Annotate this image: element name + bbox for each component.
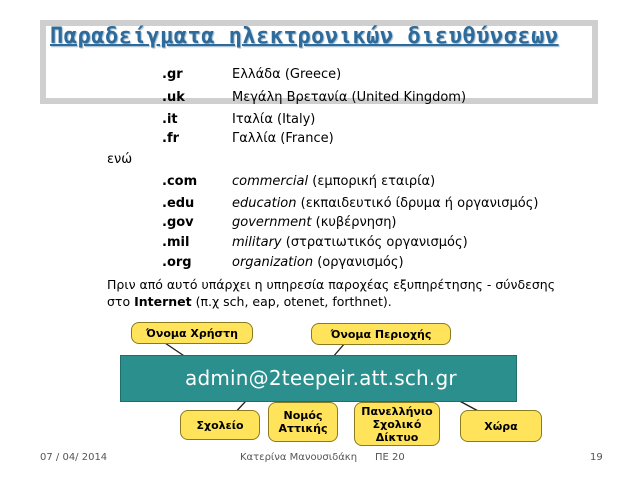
domain-desc: Ιταλία (Italy) bbox=[232, 112, 316, 127]
callout-domain: Όνομα Περιοχής bbox=[311, 323, 451, 345]
domain-desc-text: (εκπαιδευτικό ίδρυμα ή οργανισμός) bbox=[296, 196, 539, 211]
callout-country: Χώρα bbox=[460, 410, 542, 442]
domain-desc: Μεγάλη Βρετανία (United Kingdom) bbox=[232, 90, 467, 105]
callout-network: Πανελλήνιο Σχολικό Δίκτυο bbox=[354, 402, 440, 446]
domain-term: military bbox=[232, 235, 282, 250]
domain-code: .gr bbox=[162, 67, 183, 82]
note-text-1: Πριν από αυτό υπάρχει η υπηρεσία παροχέας εξυπηρέτησης - σύνδεσης στο bbox=[107, 277, 556, 309]
email-address: admin@2teepeir.att.sch.gr bbox=[185, 366, 457, 390]
page-number: 19 bbox=[590, 452, 603, 463]
callout-prefecture: Νομός Αττικής bbox=[268, 402, 338, 442]
slide-title: Παραδείγματα ηλεκτρονικών διευθύνσεων bbox=[50, 24, 559, 49]
footer-author: Κατερίνα Μανουσιδάκη bbox=[240, 452, 358, 463]
note-bold: Internet bbox=[134, 294, 192, 309]
enw-label: ενώ bbox=[107, 152, 133, 167]
callout-school: Σχολείο bbox=[180, 410, 260, 440]
domain-desc: Ελλάδα (Greece) bbox=[232, 67, 342, 82]
domain-term: organization bbox=[232, 255, 314, 270]
domain-code: .com bbox=[162, 174, 198, 189]
domain-desc-text: (εμπορική εταιρία) bbox=[308, 174, 436, 189]
domain-code: .fr bbox=[162, 131, 180, 146]
callout-username: Όνομα Χρήστη bbox=[131, 322, 253, 344]
domain-code: .it bbox=[162, 112, 178, 127]
domain-desc-text: (στρατιωτικός οργανισμός) bbox=[281, 235, 468, 250]
note-text-2: (π.χ sch, eap, otenet, forthnet). bbox=[191, 294, 392, 309]
domain-code: .edu bbox=[162, 196, 195, 211]
footer-course: ΠΕ 20 bbox=[375, 452, 405, 463]
domain-code: .gov bbox=[162, 215, 194, 230]
domain-desc-text: (οργανισμός) bbox=[313, 255, 404, 270]
domain-term: education bbox=[232, 196, 297, 211]
domain-term: government bbox=[232, 215, 312, 230]
domain-code: .uk bbox=[162, 90, 185, 105]
domain-code: .org bbox=[162, 255, 192, 270]
footer-date: 07 / 04/ 2014 bbox=[40, 452, 108, 463]
domain-term: commercial bbox=[232, 174, 309, 189]
domain-desc-text: (κυβέρνηση) bbox=[311, 215, 397, 230]
domain-code: .mil bbox=[162, 235, 190, 250]
domain-desc: Γαλλία (France) bbox=[232, 131, 334, 146]
